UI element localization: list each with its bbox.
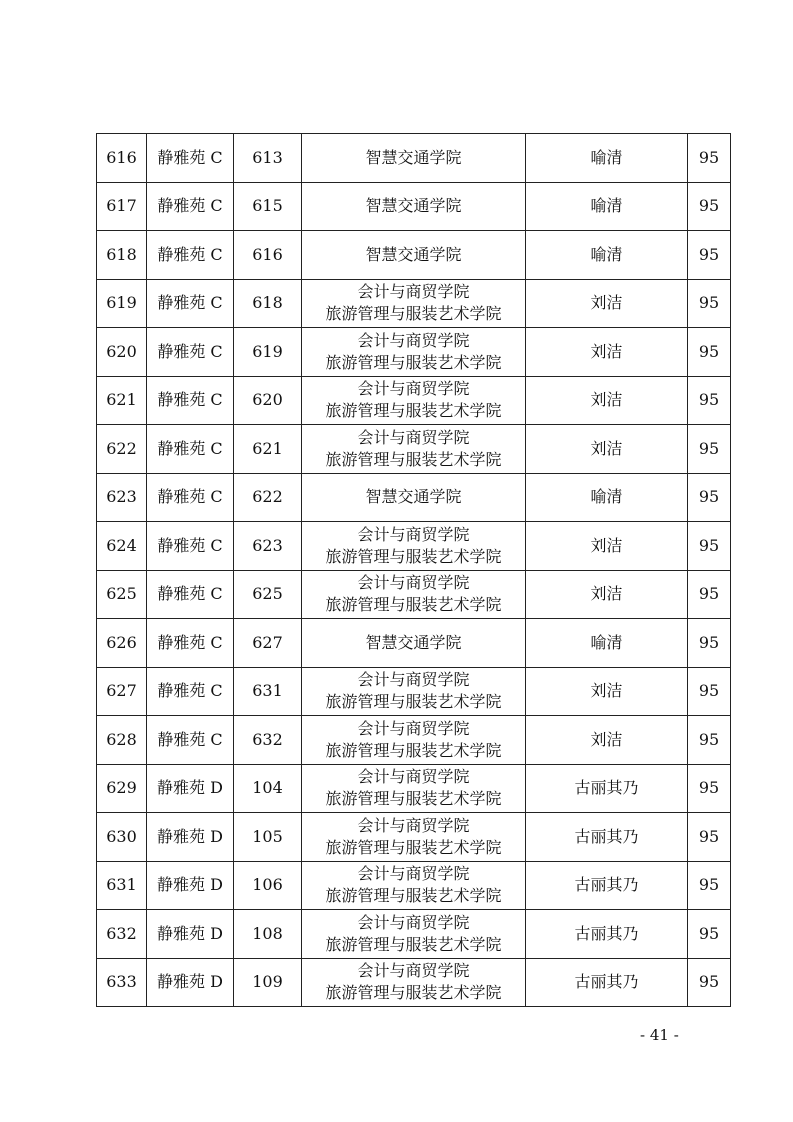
cell-score: 95 — [688, 473, 731, 522]
page-number: - 41 - — [640, 1026, 679, 1044]
cell-score: 95 — [688, 619, 731, 668]
department-line: 会计与商贸学院 — [357, 573, 470, 593]
table-row — [97, 328, 731, 377]
cell-building: 静雅苑 C — [147, 376, 234, 425]
cell-building: 静雅苑 C — [147, 716, 234, 765]
table-row — [97, 570, 731, 619]
department-line: 会计与商贸学院 — [357, 815, 470, 835]
cell-room: 618 — [234, 279, 302, 328]
department-line: 旅游管理与服装艺术学院 — [325, 789, 502, 809]
cell-number: 629 — [97, 764, 147, 813]
cell-person: 喻清 — [526, 182, 688, 231]
cell-number: 624 — [97, 522, 147, 571]
cell-person: 古丽其乃 — [526, 764, 688, 813]
department-line: 旅游管理与服装艺术学院 — [325, 449, 502, 469]
table-row — [97, 182, 731, 231]
cell-number: 633 — [97, 958, 147, 1007]
department-line: 旅游管理与服装艺术学院 — [325, 401, 502, 421]
cell-person: 古丽其乃 — [526, 958, 688, 1007]
cell-score: 95 — [688, 861, 731, 910]
table-row — [97, 425, 731, 474]
table-row — [97, 134, 731, 183]
cell-building: 静雅苑 C — [147, 570, 234, 619]
cell-department — [302, 376, 526, 425]
cell-person: 刘洁 — [526, 667, 688, 716]
cell-number: 626 — [97, 619, 147, 668]
cell-department — [302, 473, 526, 522]
cell-number: 627 — [97, 667, 147, 716]
cell-person: 古丽其乃 — [526, 861, 688, 910]
cell-department — [302, 667, 526, 716]
cell-score: 95 — [688, 522, 731, 571]
department-line: 旅游管理与服装艺术学院 — [325, 352, 502, 372]
cell-building: 静雅苑 C — [147, 231, 234, 280]
cell-room: 616 — [234, 231, 302, 280]
department-line: 智慧交通学院 — [365, 487, 462, 507]
cell-number: 616 — [97, 134, 147, 183]
department-line: 旅游管理与服装艺术学院 — [325, 740, 502, 760]
cell-number: 623 — [97, 473, 147, 522]
cell-room: 109 — [234, 958, 302, 1007]
cell-person: 刘洁 — [526, 522, 688, 571]
cell-score: 95 — [688, 667, 731, 716]
cell-department — [302, 570, 526, 619]
department-line: 旅游管理与服装艺术学院 — [325, 595, 502, 615]
cell-building: 静雅苑 C — [147, 473, 234, 522]
cell-number: 617 — [97, 182, 147, 231]
cell-person: 刘洁 — [526, 570, 688, 619]
cell-department — [302, 910, 526, 959]
department-line: 旅游管理与服装艺术学院 — [325, 983, 502, 1003]
table-row — [97, 473, 731, 522]
cell-number: 622 — [97, 425, 147, 474]
department-line: 会计与商贸学院 — [357, 864, 470, 884]
department-line: 会计与商贸学院 — [357, 961, 470, 981]
table-body — [97, 134, 731, 1007]
cell-number: 631 — [97, 861, 147, 910]
cell-department — [302, 522, 526, 571]
department-line: 旅游管理与服装艺术学院 — [325, 546, 502, 566]
cell-room: 632 — [234, 716, 302, 765]
cell-person: 喻清 — [526, 134, 688, 183]
cell-department — [302, 958, 526, 1007]
cell-person: 刘洁 — [526, 376, 688, 425]
cell-room: 104 — [234, 764, 302, 813]
department-line: 旅游管理与服装艺术学院 — [325, 886, 502, 906]
table-row — [97, 910, 731, 959]
cell-number: 628 — [97, 716, 147, 765]
department-line: 旅游管理与服装艺术学院 — [325, 837, 502, 857]
cell-room: 625 — [234, 570, 302, 619]
cell-room: 105 — [234, 813, 302, 862]
cell-score: 95 — [688, 425, 731, 474]
cell-department — [302, 279, 526, 328]
cell-department — [302, 716, 526, 765]
cell-room: 613 — [234, 134, 302, 183]
cell-room: 621 — [234, 425, 302, 474]
cell-number: 618 — [97, 231, 147, 280]
cell-building: 静雅苑 C — [147, 134, 234, 183]
department-line: 旅游管理与服装艺术学院 — [325, 934, 502, 954]
cell-building: 静雅苑 C — [147, 667, 234, 716]
cell-person: 刘洁 — [526, 279, 688, 328]
cell-person: 喻清 — [526, 231, 688, 280]
cell-person: 古丽其乃 — [526, 813, 688, 862]
department-line: 会计与商贸学院 — [357, 330, 470, 350]
cell-building: 静雅苑 D — [147, 861, 234, 910]
cell-room: 106 — [234, 861, 302, 910]
cell-person: 古丽其乃 — [526, 910, 688, 959]
table-row — [97, 716, 731, 765]
cell-building: 静雅苑 D — [147, 910, 234, 959]
cell-person: 刘洁 — [526, 425, 688, 474]
cell-department — [302, 813, 526, 862]
cell-building: 静雅苑 C — [147, 328, 234, 377]
cell-score: 95 — [688, 716, 731, 765]
cell-score: 95 — [688, 813, 731, 862]
cell-person: 喻清 — [526, 473, 688, 522]
table-row — [97, 376, 731, 425]
department-line: 会计与商贸学院 — [357, 767, 470, 787]
cell-number: 619 — [97, 279, 147, 328]
table-row — [97, 522, 731, 571]
cell-score: 95 — [688, 570, 731, 619]
cell-building: 静雅苑 D — [147, 764, 234, 813]
department-line: 智慧交通学院 — [365, 632, 462, 652]
cell-department — [302, 861, 526, 910]
department-line: 旅游管理与服装艺术学院 — [325, 304, 502, 324]
cell-department — [302, 134, 526, 183]
cell-person: 刘洁 — [526, 716, 688, 765]
cell-department — [302, 764, 526, 813]
cell-number: 632 — [97, 910, 147, 959]
cell-room: 627 — [234, 619, 302, 668]
cell-building: 静雅苑 D — [147, 813, 234, 862]
department-line: 会计与商贸学院 — [357, 282, 470, 302]
cell-score: 95 — [688, 134, 731, 183]
cell-number: 620 — [97, 328, 147, 377]
table-row — [97, 764, 731, 813]
cell-number: 621 — [97, 376, 147, 425]
cell-score: 95 — [688, 328, 731, 377]
table-row — [97, 619, 731, 668]
cell-score: 95 — [688, 279, 731, 328]
dormitory-score-table — [96, 133, 731, 1007]
department-line: 智慧交通学院 — [365, 147, 462, 167]
cell-number: 625 — [97, 570, 147, 619]
department-line: 智慧交通学院 — [365, 244, 462, 264]
cell-building: 静雅苑 C — [147, 182, 234, 231]
cell-score: 95 — [688, 182, 731, 231]
department-line: 智慧交通学院 — [365, 196, 462, 216]
cell-room: 631 — [234, 667, 302, 716]
department-line: 会计与商贸学院 — [357, 427, 470, 447]
department-line: 旅游管理与服装艺术学院 — [325, 692, 502, 712]
table-row — [97, 861, 731, 910]
cell-person: 刘洁 — [526, 328, 688, 377]
cell-room: 622 — [234, 473, 302, 522]
cell-department — [302, 425, 526, 474]
table-row — [97, 813, 731, 862]
cell-number: 630 — [97, 813, 147, 862]
cell-score: 95 — [688, 376, 731, 425]
cell-room: 620 — [234, 376, 302, 425]
table-row — [97, 279, 731, 328]
cell-score: 95 — [688, 231, 731, 280]
cell-room: 619 — [234, 328, 302, 377]
cell-building: 静雅苑 C — [147, 279, 234, 328]
cell-score: 95 — [688, 764, 731, 813]
cell-building: 静雅苑 C — [147, 619, 234, 668]
cell-department — [302, 328, 526, 377]
cell-room: 615 — [234, 182, 302, 231]
cell-building: 静雅苑 C — [147, 522, 234, 571]
cell-person: 喻清 — [526, 619, 688, 668]
cell-department — [302, 231, 526, 280]
cell-department — [302, 619, 526, 668]
cell-department — [302, 182, 526, 231]
cell-room: 623 — [234, 522, 302, 571]
department-line: 会计与商贸学院 — [357, 524, 470, 544]
table-row — [97, 231, 731, 280]
cell-room: 108 — [234, 910, 302, 959]
cell-building: 静雅苑 C — [147, 425, 234, 474]
cell-score: 95 — [688, 910, 731, 959]
table-row — [97, 667, 731, 716]
department-line: 会计与商贸学院 — [357, 379, 470, 399]
department-line: 会计与商贸学院 — [357, 670, 470, 690]
department-line: 会计与商贸学院 — [357, 718, 470, 738]
cell-building: 静雅苑 D — [147, 958, 234, 1007]
department-line: 会计与商贸学院 — [357, 912, 470, 932]
cell-score: 95 — [688, 958, 731, 1007]
table-row — [97, 958, 731, 1007]
